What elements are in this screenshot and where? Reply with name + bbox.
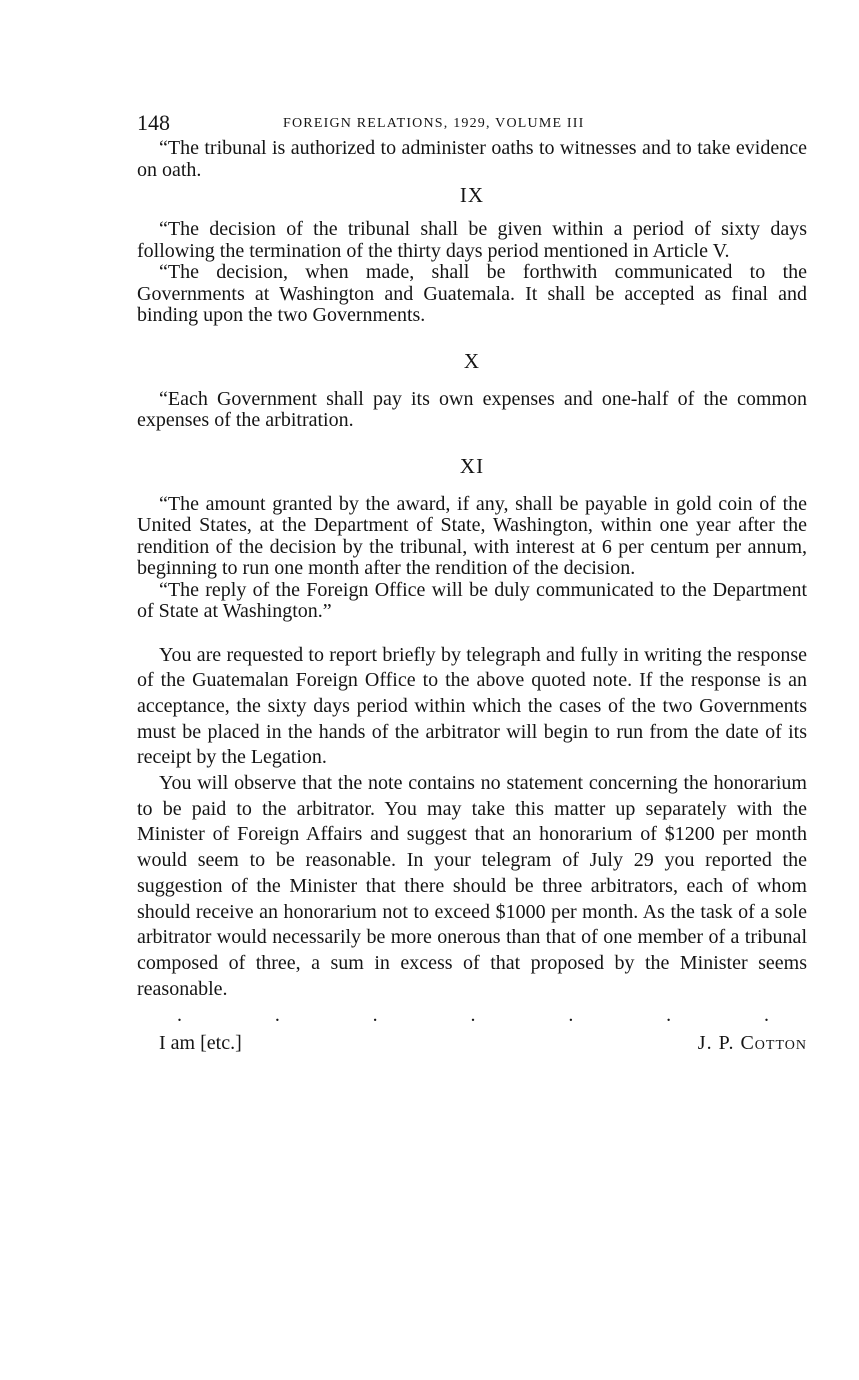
article-x-heading: X — [463, 348, 481, 373]
article-ix-paragraph: “The decision, when made, shall be forthwith communicated to the Governments at Washington and Guatemala. It shall be accepted as final and binding upon the two Governments. — [137, 261, 807, 326]
ellipsis-dot: . — [372, 1004, 378, 1027]
body-paragraph: You will observe that the note contains no statement concerning the honorarium to be paid to the arbitrator. You may take this matter up separately with the Minister of Foreign Affairs and suggest that an honorarium of $1200 per month would seem to be reasonable. In your telegram of July 29 you reported the suggestion of the Minister that there should be three arbitrators, each of whom should receive an honorarium not to exceed $1000 per month. As the task of a sole arbitrator would necessarily be more onerous than that of one member of a tribunal composed of three, a sum in excess of that proposed by the Minister seems reasonable. — [137, 772, 807, 1000]
body-paragraph: You are requested to report briefly by telegraph and fully in writing the response of the Guatemalan Foreign Office to the above quoted note. If the response is an acceptance, the sixty days period within which the cases of the two Governments must be placed in the hands of the arbitrator will begin to run from the date of its receipt by the Legation. — [137, 643, 807, 769]
article-xi-paragraph: “The amount granted by the award, if any, shall be payable in gold coin of the United States, at the Department of State, Washington, within one year after the rendition of the decision by the tribunal, with interest at 6 per centum per annum, beginning to run one month after the rendition of the decision. — [137, 492, 807, 579]
ellipsis-dot: . — [274, 1004, 280, 1027]
letter-closing — [137, 1032, 807, 1062]
ellipsis-dot: . — [568, 1004, 574, 1027]
ellipsis-dot: . — [666, 1004, 672, 1027]
page-number: 148 — [137, 110, 170, 135]
ellipsis-dot: . — [177, 1004, 182, 1027]
complimentary-close: I am [etc.] — [159, 1032, 242, 1055]
letter-body — [137, 643, 807, 1003]
omission-ellipsis — [137, 1004, 807, 1027]
signature: J. P. Cotton — [697, 1032, 807, 1055]
ellipsis-dot: . — [763, 1004, 769, 1027]
article-ix-paragraph: “The decision of the tribunal shall be given within a period of sixty days following the termination of the thirty days period mentioned in Article V. — [137, 218, 807, 262]
quoted-note — [137, 138, 807, 623]
article-viii-ending: “The tribunal is authorized to administer oaths to witnesses and to take evidence on oath. — [137, 137, 807, 181]
article-ix-heading: IX — [459, 183, 485, 207]
article-xi-heading: XI — [459, 453, 485, 478]
running-head: FOREIGN RELATIONS, 1929, VOLUME III — [283, 116, 585, 131]
ellipsis-dot: . — [470, 1004, 476, 1027]
page-header — [137, 108, 807, 138]
document-page — [137, 108, 807, 1062]
article-xi-paragraph: “The reply of the Foreign Office will be duly communicated to the Department of State at Washington.” — [137, 578, 807, 622]
article-x-paragraph: “Each Government shall pay its own expenses and one-half of the common expenses of the arbitration. — [137, 387, 807, 431]
